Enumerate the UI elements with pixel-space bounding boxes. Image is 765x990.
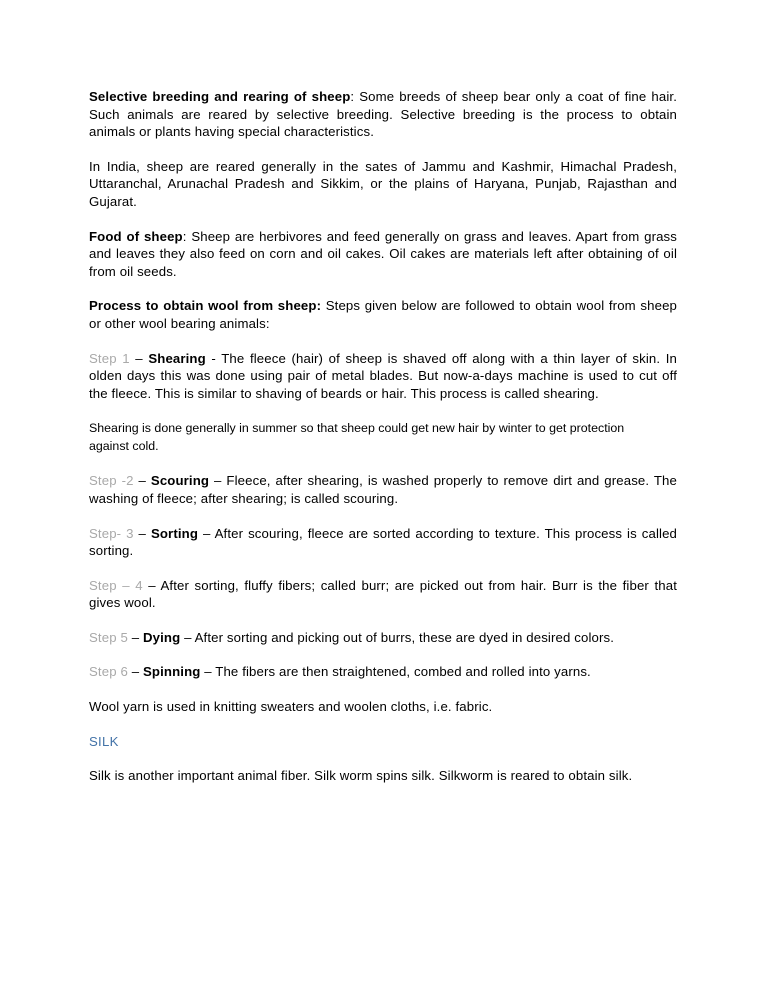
paragraph-rearing-states — [89, 158, 677, 211]
step-2-term: Scouring — [150, 473, 210, 489]
paragraph-process-to-obtain-wool — [89, 297, 677, 332]
lead-separator-2: : — [182, 228, 192, 244]
paragraph-text-selective-breeding: Some breeds of sheep bear only a coat of fine hair. Such animals are reared by selective breeding. Selective breeding is the process to obtain animals or plants having special characteristics. — [89, 89, 678, 140]
paragraph-silk-intro: Silk is another important animal fiber. Silk worm spins silk. Silkworm is reared to obtain silk. — [89, 768, 633, 784]
paragraph-food-of-sheep — [89, 228, 677, 281]
step-6-paragraph — [89, 663, 677, 681]
step-1-text: - The fleece (hair) of sheep is shaved off along with a thin layer of skin. In olden days this was done using pair of metal blades. But now-a-days machine is used to cut off the fleece. This is similar to shaving of beards or hair. This process is called shearing. — [89, 350, 678, 401]
step-3-term: Sorting — [150, 525, 199, 541]
step-1-term: Shearing — [148, 350, 206, 366]
lead-term-process-to-obtain-wool: Process to obtain wool from sheep: — [89, 298, 322, 314]
step-3-separator: – — [133, 525, 151, 541]
step-6-separator: – — [127, 664, 143, 680]
step-2-text: – Fleece, after shearing, is washed properly to remove dirt and grease. The washing of fleece; after shearing; is called scouring. — [89, 473, 677, 506]
step-1-paragraph — [89, 350, 677, 403]
lead-term-food-of-sheep: Food of sheep — [89, 228, 183, 244]
step-6-term: Spinning — [142, 664, 201, 680]
step-5-term: Dying — [142, 629, 181, 645]
shearing-season-note: Shearing is done generally in summer so that sheep could get new hair by winter to get protection against cold. — [89, 421, 625, 454]
step-2-paragraph — [89, 472, 677, 507]
step-6-text: – The fibers are then straightened, combed and rolled into yarns. — [200, 664, 591, 680]
step-3-text: – After scouring, fleece are sorted according to texture. This process is called sorting. — [89, 525, 677, 559]
step-4-paragraph — [89, 577, 677, 612]
step-5-paragraph — [89, 629, 677, 647]
paragraph-text-process-to-obtain-wool: Steps given below are followed to obtain wool from sheep or other wool bearing animals: — [89, 298, 677, 331]
lead-separator-0: : — [350, 89, 360, 104]
step-2-separator: – — [133, 473, 151, 489]
paragraph-text-rearing-states: In India, sheep are reared generally in the sates of Jammu and Kashmir, Himachal Pradesh, Uttaranchal, Arunachal Pradesh and Sikkim, or the plains of Haryana, Punjab, Rajasthan and Gujarat. — [89, 158, 677, 209]
step-6-label: Step 6 — [89, 664, 128, 680]
step-4-label: Step – 4 — [89, 577, 143, 593]
paragraph-text-food-of-sheep: Sheep are herbivores and feed generally on grass and leaves. Apart from grass and leaves they also feed on corn and oil cakes. Oil cakes are materials left after obtaining of oil from oil seeds. — [89, 228, 678, 279]
step-4-text: – After sorting, fluffy fibers; called burr; are picked out from hair. Burr is the fiber that gives wool. — [89, 577, 677, 611]
paragraph-wool-yarn: Wool yarn is used in knitting sweaters and woolen cloths, i.e. fabric. — [89, 699, 493, 715]
paragraph-selective-breeding — [89, 88, 677, 141]
step-3-paragraph — [89, 525, 677, 560]
step-5-text: – After sorting and picking out of burrs, these are dyed in desired colors. — [180, 629, 615, 645]
step-1-separator: – — [129, 350, 149, 366]
lead-term-selective-breeding: Selective breeding and rearing of sheep — [89, 89, 351, 104]
step-5-label: Step 5 — [89, 629, 128, 645]
section-heading-silk: SILK — [89, 733, 119, 749]
step-3-label: Step- 3 — [89, 525, 134, 541]
step-1-label: Step 1 — [89, 350, 130, 366]
document-body — [89, 88, 677, 785]
step-5-separator: – — [127, 629, 143, 645]
step-2-label: Step -2 — [89, 473, 134, 489]
